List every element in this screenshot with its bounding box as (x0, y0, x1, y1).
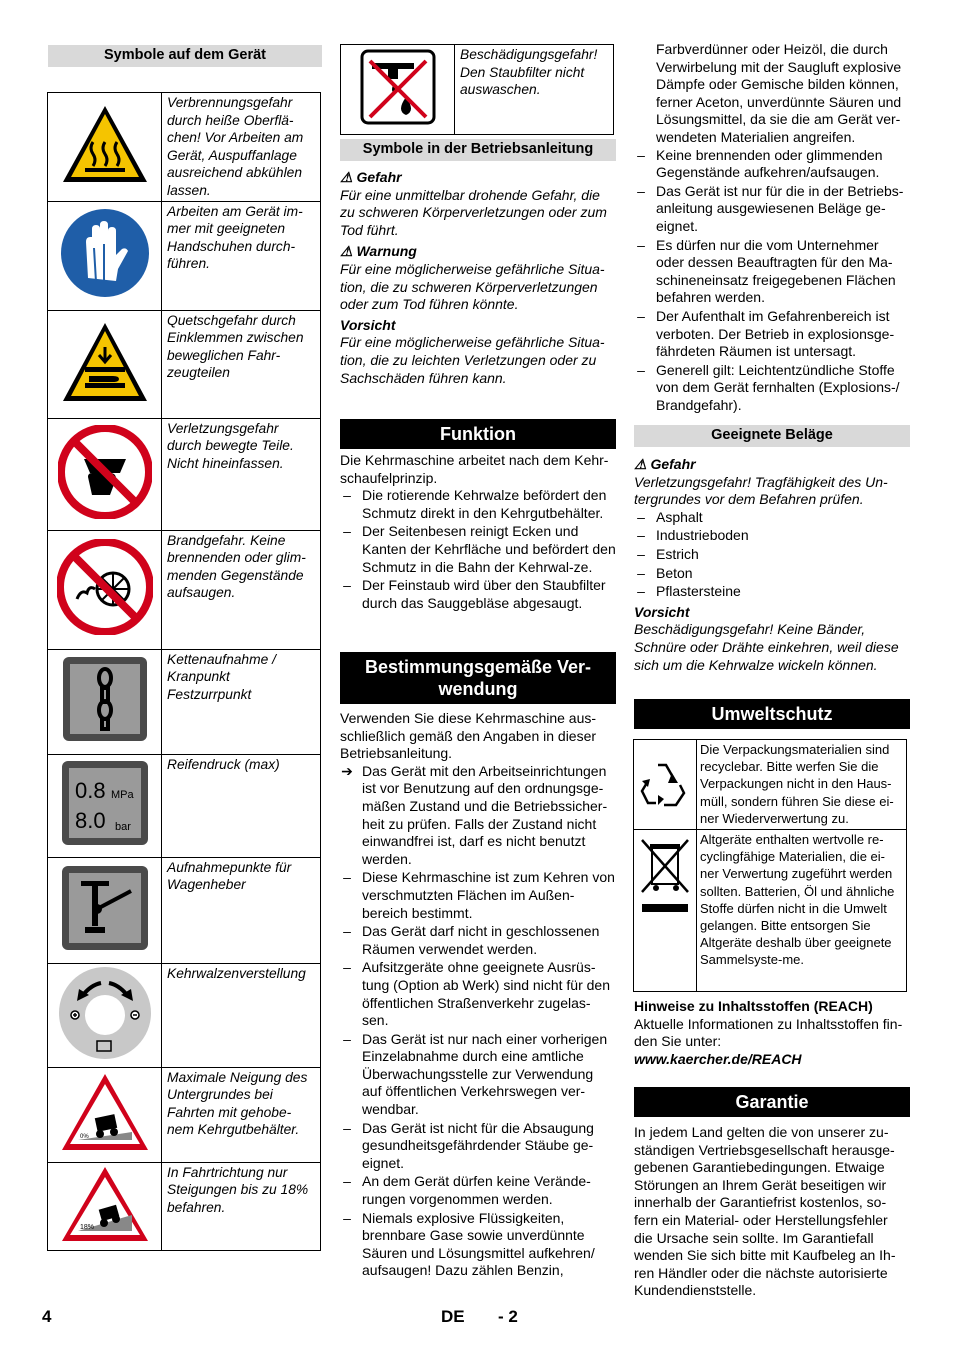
funktion-intro: Die Kehrmaschine arbeitet nach dem Kehr-schaufelprinzip. (340, 452, 609, 486)
tire-value-1: 0.8 (74, 778, 106, 804)
vorsicht-text: Für eine möglicherweise gefährliche Situa-tion, die zu leichten Verletzungen oder zu Sachschäden führen kann. (340, 334, 605, 386)
table-row (48, 754, 321, 857)
table-row (341, 45, 614, 135)
garantie-text: In jedem Land gelten die von unserer zu-ständigen Vertriebsgesellschaft herausge-gebenen Garantiebedingungen. Etwaige Störungen an Ihrem Gerät beseitigen wir innerhalb der Garantiefrist kostenlos, so-fern ein Material- oder Herstellungsfehler die Ursache sein sollte. Im Garantiefall wenden Sie sich bitte mit Kaufbeleg an Ih-ren Händler oder die nächste autorisierte Kundendienststelle. (634, 1124, 896, 1299)
symbol-description: Arbeiten am Gerät im-mer mit geeigneten Handschuhen durch-führen. (162, 201, 321, 310)
funktion-list (340, 487, 616, 612)
section-title-surfaces: Geeignete Beläge (634, 425, 910, 447)
language-code: DE (441, 1307, 465, 1326)
table-row (48, 418, 321, 530)
section-heading-umweltschutz: Umweltschutz (634, 699, 910, 729)
list-item: – Estrich (637, 545, 699, 562)
table-row (48, 649, 321, 754)
symbol-description: In Fahrtrichtung nur Steigungen bis zu 18% befahren. (162, 1162, 321, 1250)
list-item: – Asphalt (637, 508, 703, 525)
jack-point-icon (48, 857, 162, 963)
list-item: – Beton (637, 564, 693, 581)
slope-label: 0% (79, 1134, 89, 1141)
vorsicht-label: Vorsicht (340, 316, 396, 333)
sub-page-number: - 2 (498, 1307, 518, 1326)
table-row (48, 857, 321, 963)
table-row (48, 93, 321, 202)
reach-link[interactable]: www.kaercher.de/REACH (634, 1050, 802, 1067)
gefahr-label: Gefahr (356, 169, 402, 185)
list-item: – Pflastersteine (637, 583, 741, 600)
symbol-description: Maximale Neigung des Untergrundes bei Fahrten mit gehobe-nem Kehrgutbehälter. (162, 1067, 321, 1162)
surfaces-list (634, 509, 910, 601)
max-slope-icon (48, 1067, 162, 1162)
recycle-text: Die Verpackungsmaterialien sind recyclebar. Bitte werfen Sie die Verpackungen nicht in den Haus-müll, sondern führen Sie diese ei-ner Wiederverwertung zu. (697, 740, 907, 830)
tire-unit-1: MPa (110, 789, 134, 802)
wear-gloves-icon (48, 201, 162, 310)
gefahr-text: Für eine unmittelbar drohende Gefahr, die zu schweren Körperverletzungen oder zum Tod führt. (340, 186, 607, 238)
symbol-description: Quetschgefahr durch Einklemmen zwischen beweglichen Fahr-zeugteilen (162, 310, 321, 418)
bestimmung-intro: Verwenden Sie diese Kehrmaschine aus-schließlich gemäß den Angaben in dieser Betriebsanleitung. (340, 710, 597, 762)
list-item: – Das Gerät ist nicht für die Absaugung gesundheitsgefährdender Stäube ge-eignet. (343, 1119, 594, 1171)
list-item: – Industrieboden (637, 527, 749, 544)
section-heading-bestimmung: Bestimmungsgemäße Ver-wendung (340, 652, 616, 704)
table-row (48, 201, 321, 310)
symbol-description: Beschädigungsgefahr! Den Staubfilter nicht auswaschen. (455, 45, 614, 135)
table-row (48, 963, 321, 1067)
recycle-icon (634, 740, 697, 830)
list-item: – Keine brennenden oder glimmenden Gegenstände aufkehren/aufsaugen. (637, 146, 883, 181)
symbol-description: Kettenaufnahme / Kranpunkt Festzurrpunkt (162, 649, 321, 754)
reach-title: Hinweise zu Inhaltsstoffen (REACH) (634, 998, 873, 1014)
environment-table (633, 739, 907, 992)
list-item: – Generell gilt: Leichtentzündliche Stoffe von dem Gerät fernhalten (Explosions-/ Brandgefahr). (637, 361, 900, 413)
table-row (48, 530, 321, 649)
table-row (48, 1067, 321, 1162)
list-item: – Diese Kehrmaschine ist zum Kehren von verschmutzten Flächen im Außen-bereich bestimmt. (343, 869, 615, 921)
vorsicht-text: Beschädigungsgefahr! Keine Bänder, Schnüre oder Drähte einkehren, weil diese sich um die Kehrwalze wickeln können. (634, 621, 899, 673)
gefahr-text: Verletzungsgefahr! Tragfähigkeit des Un-tergrundes vor dem Befahren prüfen. (634, 473, 888, 508)
list-item: – Aufsitzgeräte ohne geeignete Ausrüs-tung (Option ab Werk) sind nicht für den öffentlichen Straßenverkehr zugelas-sen. (343, 959, 610, 1029)
list-item: – Der Feinstaub wird über den Staubfilter durch das Sauggebläse abgesaugt. (343, 577, 606, 611)
section-heading-funktion: Funktion (340, 419, 616, 449)
table-row (634, 830, 907, 992)
warning-triangle-icon: ⚠ (634, 456, 647, 472)
symbol-description: Reifendruck (max) (162, 754, 321, 857)
list-item: – Die rotierende Kehrwalze befördert den Schmutz direkt in den Kehrgutbehälter. (343, 487, 607, 521)
no-wash-filter-icon (341, 45, 455, 135)
chain-lifting-point-icon (48, 649, 162, 754)
continued-text: Farbverdünner oder Heizöl, die durch Verwirbelung mit der Saugluft explosive Dämpfe oder Gemische bilden können, ferner Aceton, unverdünnte Säuren und Lösungsmittel, da sie die am Gerät ver-wendeten Materialien angreifen. (656, 41, 902, 145)
symbol-description: Verletzungsgefahr durch bewegte Teile. Nicht hineinfassen. (162, 418, 321, 530)
list-item: – Das Gerät ist nur nach einer vorherigen Einzelabnahme durch eine amtliche Überwachungsstelle zur Verwendung auf öffentlichen Verkehrswegen ver-wendbar. (343, 1030, 608, 1118)
no-burning-objects-icon (48, 530, 162, 649)
warning-triangle-icon: ⚠ (340, 243, 353, 260)
incline-label: 18% (79, 1223, 94, 1231)
reach-text: Aktuelle Informationen zu Inhaltsstoffen fin-den Sie unter: (634, 1015, 903, 1050)
arrow-icon: ➔ (341, 762, 353, 779)
page-number: 4 (42, 1307, 52, 1326)
tire-value-2: 8.0 (74, 808, 106, 834)
warning-triangle-icon: ⚠ (340, 169, 353, 185)
symbol-description: Brandgefahr. Keine brennenden oder glim-menden Gegenstände aufsaugen. (162, 530, 321, 649)
list-item: – Das Gerät ist nur für die in der Betriebs-anleitung ausgewiesenen Beläge ge-eignet. (637, 182, 904, 234)
filter-symbol-table (340, 44, 614, 135)
warnung-label: Warnung (356, 243, 417, 260)
section-title-device-symbols: Symbole auf dem Gerät (48, 45, 322, 67)
table-row (634, 740, 907, 830)
list-item: ➔ Das Gerät mit den Arbeitseinrichtungen ist vor Benutzung auf den ordnungsge-mäßen Zustand und die Betriebssicher-heit zu prüfen. Falls der Zustand nicht einwandfrei ist, darf es nicht benutzt werden. (341, 762, 608, 867)
section-title-manual-symbols: Symbole in der Betriebsanleitung (340, 139, 616, 161)
bestimmung-list (340, 763, 616, 1280)
max-incline-18-icon (48, 1162, 162, 1250)
no-reaching-in-icon (48, 418, 162, 530)
symbol-description: Aufnahmepunkte für Wagenheber (162, 857, 321, 963)
crush-hazard-warning-icon (48, 310, 162, 418)
weee-text: Altgeräte enthalten wertvolle re-cyclingfähige Materialien, die ei-ner Verwertung zugeführt werden sollten. Batterien, Öl und ähnliche Stoffe dürfen nicht in die Umwelt gelangen. Bitte entsorgen Sie Altgeräte deshalb über geeignete Sammelsyste-me. (697, 830, 907, 992)
hot-surface-warning-icon (48, 93, 162, 202)
device-symbols-table (47, 92, 321, 1251)
gefahr-label: Gefahr (650, 456, 696, 472)
roller-adjustment-icon (48, 963, 162, 1067)
list-item: – An dem Gerät dürfen keine Verände-rungen vorgenommen werden. (343, 1173, 591, 1208)
warnung-text: Für eine möglicherweise gefährliche Situa-tion, die zu schweren Körperverletzungen oder zum Tod führen könnte. (340, 260, 605, 313)
tire-unit-2: bar (114, 821, 131, 834)
section-heading-garantie: Garantie (634, 1087, 910, 1117)
list-item: – Das Gerät darf nicht in geschlossenen Räumen verwendet werden. (343, 923, 600, 957)
prohibitions-list (634, 147, 910, 415)
list-item: – Es dürfen nur die vom Unternehmer oder dessen Beauftragten für den Ma-schineneinsatz freigegebenen Flächen befahren werden. (637, 236, 896, 306)
symbol-description: Kehrwalzenverstellung (162, 963, 321, 1067)
list-item: – Der Aufenthalt im Gefahrenbereich ist verboten. Der Betrieb in explosionsge-fährdeten Räumen ist untersagt. (637, 307, 895, 360)
list-item: – Niemals explosive Flüssigkeiten, brennbare Gase sowie unverdünnte Säuren und Lösungsmittel aufkehren/ aufsaugen! Dazu zählen Benzin, (343, 1209, 595, 1279)
symbol-description: Verbrennungsgefahr durch heiße Oberflä-chen! Vor Arbeiten am Gerät, Auspuffanlage ausreichend abkühlen lassen. (162, 93, 321, 202)
table-row (48, 1162, 321, 1250)
vorsicht-label: Vorsicht (634, 603, 690, 620)
list-item: – Der Seitenbesen reinigt Ecken und Kanten der Kehrfläche und befördert den Schmutz in die Bahn der Kehrwal-ze. (343, 523, 616, 575)
table-row (48, 310, 321, 418)
weee-bin-icon (634, 830, 697, 992)
tire-pressure-icon (48, 754, 162, 857)
